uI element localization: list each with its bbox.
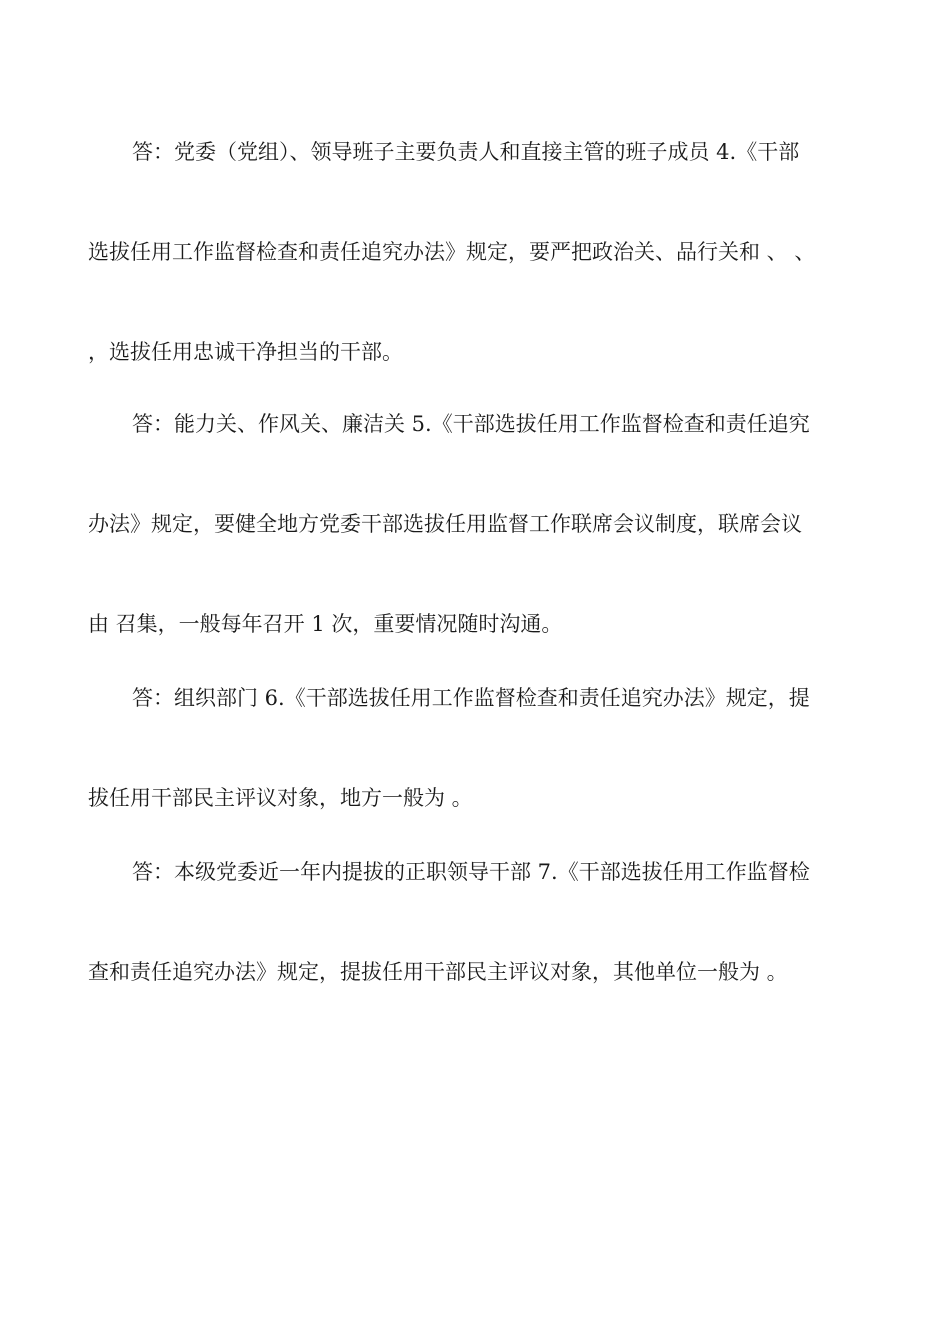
answer-line-5: 答：组织部门 6.《干部选拔任用工作监督检查和责任追究办法》规定，提 <box>132 686 810 710</box>
question-4-line-2: 选拔任用工作监督检查和责任追究办法》规定，要严把政治关、品行关和 、 、 <box>88 240 816 264</box>
question-6-line-2: 拔任用干部民主评议对象，地方一般为 。 <box>88 786 473 810</box>
answer-line-3: 答：党委（党组）、领导班子主要负责人和直接主管的班子成员 4.《干部 <box>132 140 800 164</box>
question-7-line-2: 查和责任追究办法》规定，提拔任用干部民主评议对象，其他单位一般为 。 <box>88 960 788 984</box>
question-4-line-3: ，选拔任用忠诚干净担当的干部。 <box>88 340 403 364</box>
question-5-line-3: 由 召集，一般每年召开 1 次，重要情况随时沟通。 <box>88 612 563 636</box>
answer-line-4: 答：能力关、作风关、廉洁关 5.《干部选拔任用工作监督检查和责任追究 <box>132 412 810 436</box>
question-5-line-2: 办法》规定，要健全地方党委干部选拔任用监督工作联席会议制度，联席会议 <box>88 512 802 536</box>
answer-line-6: 答：本级党委近一年内提拔的正职领导干部 7.《干部选拔任用工作监督检 <box>132 860 810 884</box>
